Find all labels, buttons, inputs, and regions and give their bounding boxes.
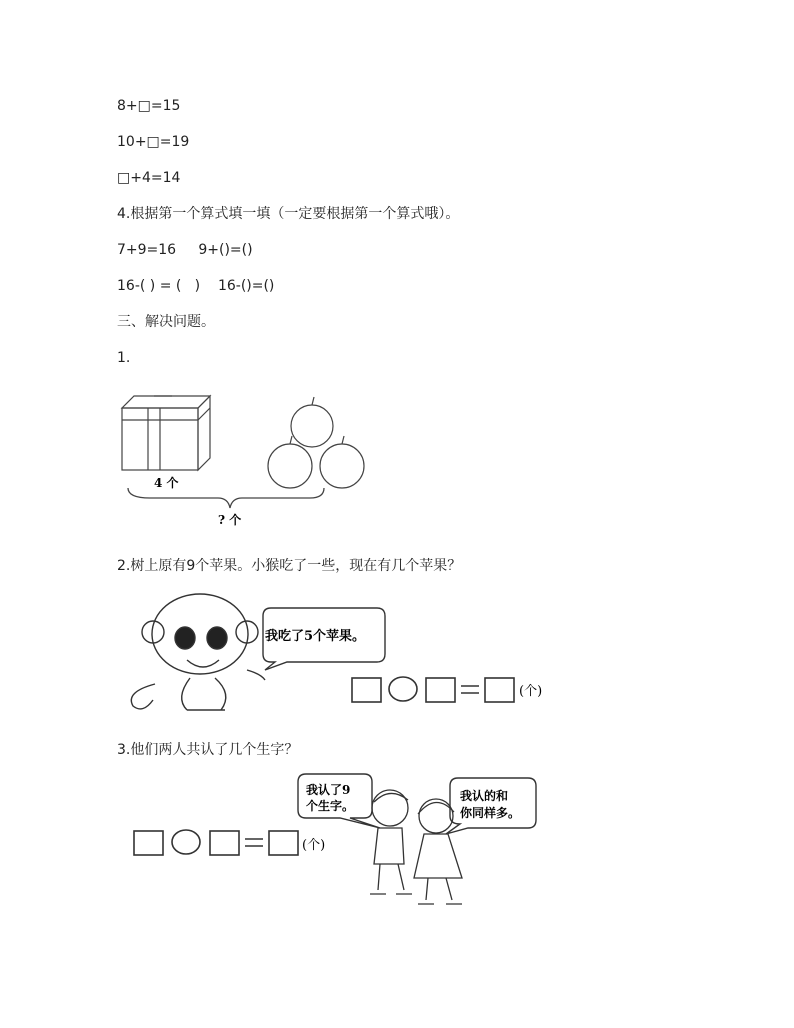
question-4: 4.根据第一个算式填一填（一定要根据第一个算式哦）。 — [117, 206, 460, 222]
speech-right-line-1: 我认的和 — [460, 789, 509, 803]
speech-right-line-2: 你同样多。 — [460, 806, 521, 820]
question-4-row-a: 7+9=16 9+()=() — [117, 242, 253, 258]
monkey-icon — [131, 594, 265, 710]
answer-boxes — [134, 830, 298, 855]
monkey-speech: 我吃了5个苹果。 — [265, 629, 366, 644]
speech-left-line-1: 我认了9 — [306, 783, 351, 797]
problem-3-text: 3.他们两人共认了几个生字？ — [117, 742, 299, 758]
figure-box-apples — [110, 390, 380, 530]
brace-shape — [128, 488, 324, 508]
answer-boxes — [352, 677, 514, 702]
equation-1: 8+□=15 — [117, 98, 181, 114]
figure-children — [128, 768, 548, 913]
question-4-row-b: 16-( ) = ( ) 16-()=() — [117, 278, 275, 294]
gift-box-icon — [122, 396, 210, 470]
figure-monkey — [115, 588, 565, 718]
problem-2-text: 2.树上原有9个苹果。小猴吃了一些，现在有几个苹果？ — [117, 558, 462, 574]
apple-icon — [268, 397, 364, 488]
equals-icon — [461, 686, 479, 693]
unit-label: (个) — [302, 838, 326, 853]
boy-icon — [370, 790, 412, 894]
section-3-title: 三、解决问题。 — [117, 314, 215, 330]
unit-label: (个) — [519, 684, 543, 699]
equation-3: □+4=14 — [117, 170, 181, 186]
equals-icon — [245, 839, 263, 846]
box-count-label: 4 个 — [154, 476, 179, 490]
equation-2: 10+□=19 — [117, 134, 190, 150]
total-count-label: ? 个 — [218, 513, 242, 527]
speech-left-line-2: 个生字。 — [306, 799, 355, 813]
problem-1-number: 1. — [117, 350, 131, 366]
